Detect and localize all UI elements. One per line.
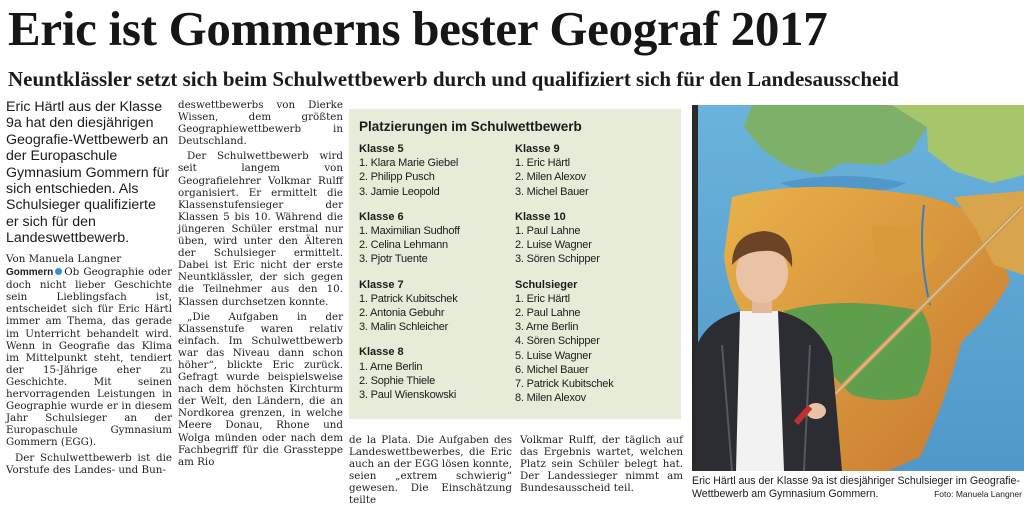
headline: Eric ist Gommerns bester Geograf 2017: [8, 1, 828, 56]
ranking-item: 3. Jamie Leopold: [359, 185, 440, 198]
photo-caption: [692, 475, 1024, 501]
rankings-group: [359, 345, 515, 402]
subheadline: Neuntklässler setzt sich beim Schulwettbewerb durch und qualifiziert sich für den Landesausscheid: [8, 67, 899, 91]
ranking-item: 1. Paul Lahne: [515, 225, 581, 238]
ranking-item: 3. Malin Schleicher: [359, 321, 449, 334]
rankings-column-left: [359, 142, 515, 416]
rankings-group: [515, 142, 671, 199]
rankings-group: [359, 278, 515, 335]
group-title: Schulsieger: [515, 278, 578, 291]
rankings-title: Platzierungen im Schulwettbewerb: [359, 119, 582, 134]
ranking-item: 2. Antonia Gebuhr: [359, 307, 445, 320]
ranking-item: 7. Patrick Kubitschek: [515, 378, 614, 391]
group-title: Klasse 5: [359, 143, 404, 155]
ranking-item: 2. Celina Lehmann: [359, 239, 448, 252]
rankings-column-right: [515, 142, 671, 416]
ranking-item: 3. Michel Bauer: [515, 185, 589, 198]
ranking-item: 2. Luise Wagner: [515, 239, 592, 252]
group-title: Klasse 10: [515, 210, 566, 223]
ranking-item: 2. Philipp Pusch: [359, 171, 435, 184]
ranking-item: 2. Milen Alexov: [515, 171, 586, 184]
lead-paragraph: [6, 99, 172, 247]
ranking-item: 2. Paul Lahne: [515, 307, 581, 320]
rankings-group: [359, 142, 515, 199]
photo-credit: Foto: Manuela Langner: [934, 489, 1022, 499]
ranking-item: 1. Maximilian Sudhoff: [359, 225, 460, 238]
caption-text: Eric Härtl aus der Klasse 9a ist diesjähriger Schulsieger im Geografie-Wettbewerb am Gymnasium Gommern.: [692, 475, 1020, 500]
ranking-item: 8. Milen Alexov: [515, 392, 586, 405]
article-column-3: [349, 434, 512, 507]
body-paragraph: Ob Geographie oder doch nicht lieber Geschichte sein Lieblingsfach ist, entscheidet sich für Eric Härtl immer am Thema, das gerade im Unterricht behandelt wird. Wenn in Geografie das Klima im Mittelpunkt steht, tendiert der 15-Jährige eher zu Geschichte. Mit seinen hervorragenden Leistungen in Geographie wurde er in diesem Jahr Schulsieger an der Europaschule Gymnasium Gommern (EGG).: [6, 266, 172, 449]
article-column-4: [520, 434, 683, 494]
group-title: Klasse 6: [359, 210, 404, 223]
group-title: Klasse 9: [515, 143, 560, 155]
map-photo-illustration: [692, 105, 1024, 471]
author-line: Von Manuela Langner: [6, 253, 122, 265]
body-paragraph: Volkmar Rulff, der täglich auf das Ergebnis wartet, welchen Platz sein Schüler belegt hat. Der Landessieger nimmt am Bundesausscheid teil.: [520, 434, 683, 495]
group-title: Klasse 8: [359, 346, 404, 359]
rankings-group: [515, 278, 671, 406]
rankings-group: [359, 210, 515, 267]
ranking-item: 3. Arne Berlin: [515, 321, 579, 334]
body-paragraph: Der Schulwettbewerb ist die Vorstufe des Landes- und Bun-: [6, 451, 172, 476]
rankings-group: [515, 210, 671, 267]
ranking-item: 1. Patrick Kubitschek: [359, 292, 458, 305]
dateline: Gommern: [6, 267, 54, 279]
ranking-item: 2. Sophie Thiele: [359, 374, 436, 387]
article-column-1: [6, 253, 172, 476]
ranking-item: 1. Eric Härtl: [515, 292, 570, 305]
ranking-item: 1. Eric Härtl: [515, 157, 570, 170]
ranking-item: 3. Paul Wienskowski: [359, 389, 457, 402]
ranking-item: 5. Luise Wagner: [515, 349, 592, 362]
ranking-item: 6. Michel Bauer: [515, 363, 589, 376]
rankings-box: [349, 109, 681, 419]
ranking-item: 4. Sören Schipper: [515, 335, 600, 348]
ranking-item: 1. Klara Marie Giebel: [359, 157, 459, 170]
group-title: Klasse 7: [359, 278, 404, 291]
body-paragraph: „Die Aufgaben in der Klassenstufe waren relativ einfach. Im Schulwettbewerb war das Niveau dann schon höher“, blickte Eric zurück. Gefragt wurde beispielsweise nach dem höchsten Kirchturm der Welt, den Ländern, die an Nordkorea grenzen, in welche Meere Donau, Rhone und Wolga münden oder nach dem Fachbegriff für die Grassteppe am Rio: [178, 310, 343, 468]
lead-text: Eric Härtl aus der Klasse 9a hat den diesjährigen Geografie-Wettbewerb an der Europaschule Gymnasium Gommern für sich entschieden. Als Schulsieger qualifizierte er sich für den Landeswettbewerb.: [6, 99, 170, 247]
ranking-item: 3. Sören Schipper: [515, 253, 600, 266]
body-paragraph: deswettbewerbs von Dierke Wissen, dem größten Geographiewettbewerb in Deutschland.: [178, 99, 343, 148]
article-photo: [692, 105, 1024, 471]
body-paragraph: Der Schulwettbewerb wird seit langem von Geografielehrer Volkmar Rulff organisiert. Er ermittelt die Klassenstufensieger der Klassen 5 bis 10. Während die jüngeren Schüler erstmal nur üben, wird unter den Älteren der Schulsieger ermittelt. Dabei ist Eric nicht der erste Neuntklässler, der sich gegen die Teilnehmer aus den 10. Klassen durchsetzen konnte.: [178, 150, 343, 308]
ranking-item: 3. Pjotr Tuente: [359, 253, 428, 266]
dateline-dot-icon: [55, 268, 62, 275]
body-paragraph: de la Plata. Die Aufgaben des Landeswettbewerbes, die Eric auch an der EGG lösen konnte, seien „extrem schwierig“ gewesen. Die Einschätzung teilte: [349, 434, 512, 507]
ranking-item: 1. Arne Berlin: [359, 360, 423, 373]
article-column-2: [178, 99, 343, 468]
